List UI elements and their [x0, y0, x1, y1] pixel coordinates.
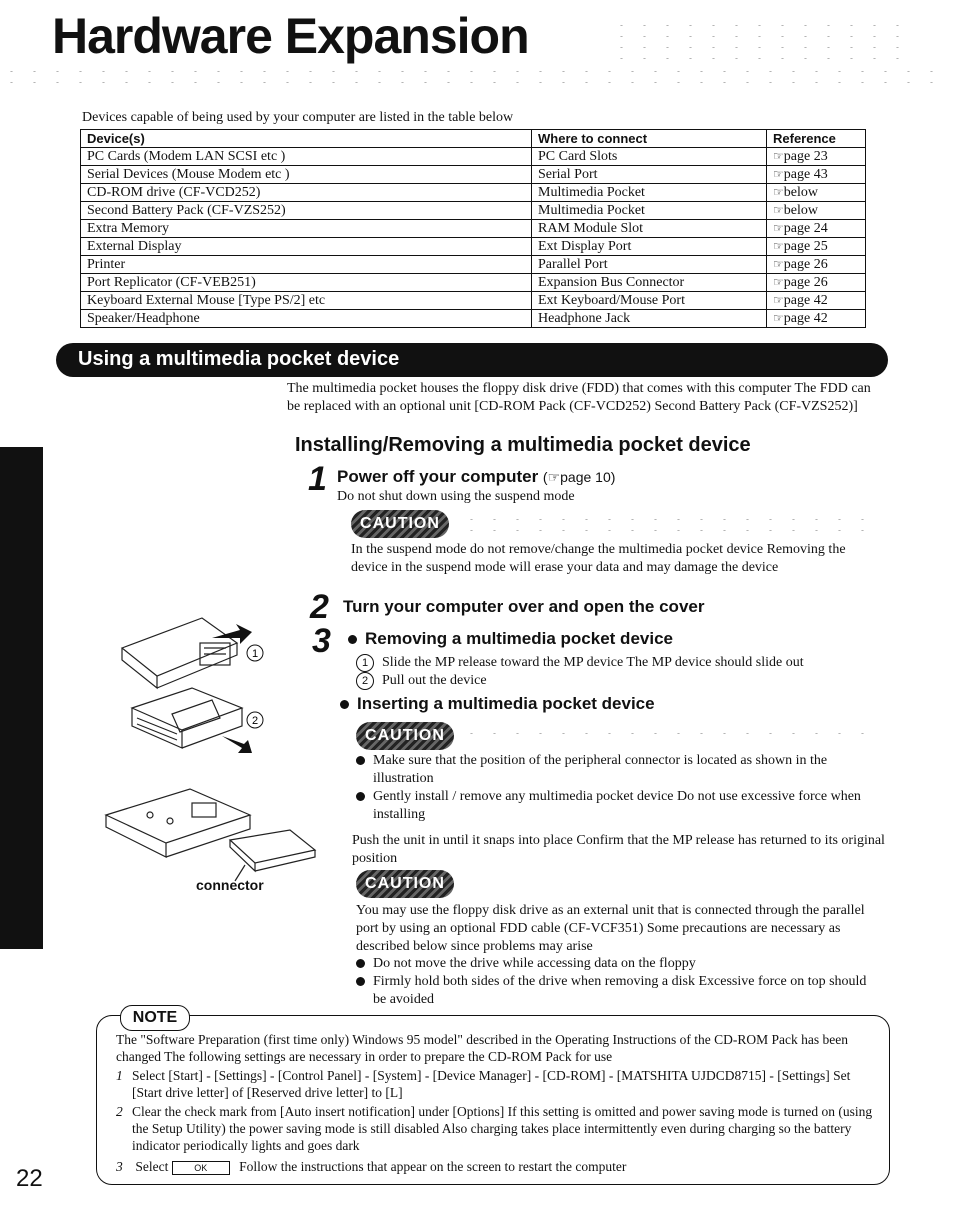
page-title: Hardware Expansion: [52, 8, 529, 64]
bullet: [356, 792, 365, 801]
device-cell: Printer: [81, 256, 532, 274]
illustration-connector: [100, 785, 320, 885]
reference-pointer-icon: ☞: [773, 275, 784, 289]
scan-noise: [610, 20, 900, 60]
where-cell: Ext Display Port: [532, 238, 767, 256]
reference-text: page 24: [783, 221, 828, 236]
ok-key: OK: [172, 1161, 230, 1175]
device-cell: Keyboard External Mouse [Type PS/2] etc: [81, 292, 532, 310]
removing-step-2: [356, 672, 487, 690]
reference-text: below: [783, 185, 818, 200]
scan-noise: [0, 66, 940, 88]
scan-noise: [460, 728, 880, 742]
caution-bullet-text: Do not move the drive while accessing data on the floppy: [373, 956, 696, 971]
reference-pointer-icon: ☞: [773, 293, 784, 307]
caution-bullet: [356, 752, 886, 788]
table-row: [81, 202, 866, 220]
caution-badge: CAUTION: [351, 510, 449, 538]
where-cell: Serial Port: [532, 166, 767, 184]
column-header-reference: Reference: [767, 130, 866, 148]
step-text: Do not shut down using the suspend mode: [337, 489, 575, 504]
reference-cell: [767, 220, 866, 238]
reference-pointer-icon: ☞: [773, 239, 784, 253]
step-title: [337, 467, 615, 487]
step-title-text: Power off your computer: [337, 467, 539, 486]
caution-bullet: [356, 788, 886, 824]
bullet: [356, 977, 365, 986]
caution-bullet-text: Gently install / remove any multimedia pocket device Do not use excessive force when installing: [373, 789, 861, 822]
scan-noise: [460, 514, 880, 532]
section-banner: [56, 343, 888, 377]
reference-cell: [767, 148, 866, 166]
note-item-text: Follow the instructions that appear on the screen to restart the computer: [239, 1159, 627, 1174]
column-header-where: Where to connect: [532, 130, 767, 148]
reference-cell: [767, 310, 866, 328]
reference-pointer-icon: ☞: [773, 167, 784, 181]
section-intro: The multimedia pocket houses the floppy disk drive (FDD) that comes with this computer The FDD can be replaced with an optional unit [CD-ROM Pack (CF-VCD252) Second Battery Pack (CF-VZS252)]: [287, 381, 871, 414]
where-cell: Expansion Bus Connector: [532, 274, 767, 292]
reference-text: page 25: [783, 239, 828, 254]
where-cell: Multimedia Pocket: [532, 184, 767, 202]
caution-bullet: [356, 973, 878, 1009]
where-cell: Parallel Port: [532, 256, 767, 274]
device-cell: Extra Memory: [81, 220, 532, 238]
caution-text: In the suspend mode do not remove/change the multimedia pocket device Removing the device in the suspend mode will erase your data and may damage the device: [351, 542, 846, 575]
device-cell: PC Cards (Modem LAN SCSI etc ): [81, 148, 532, 166]
bullet: [356, 756, 365, 765]
reference-cell: [767, 292, 866, 310]
reference-pointer-icon: ☞: [773, 257, 784, 271]
reference-cell: [767, 256, 866, 274]
reference-text: page 42: [783, 311, 828, 326]
note-item-number: 3: [116, 1159, 123, 1174]
table-row: [81, 274, 866, 292]
reference-cell: [767, 166, 866, 184]
note-label: NOTE: [120, 1005, 190, 1031]
device-table-body: [81, 148, 866, 328]
section-banner-title: Using a multimedia pocket device: [78, 348, 400, 370]
device-cell: Speaker/Headphone: [81, 310, 532, 328]
table-row: [81, 292, 866, 310]
reference-cell: [767, 238, 866, 256]
step-number: 2: [310, 588, 329, 626]
reference-text: below: [783, 203, 818, 218]
inserting-title: [340, 694, 655, 714]
device-cell: Second Battery Pack (CF-VZS252): [81, 202, 532, 220]
note-item-2: [116, 1103, 876, 1154]
page-reference: (☞page 10): [542, 469, 616, 485]
callout-2-label: 2: [251, 715, 259, 727]
reference-cell: [767, 184, 866, 202]
where-cell: PC Card Slots: [532, 148, 767, 166]
reference-pointer-icon: ☞: [773, 149, 784, 163]
side-tab: [0, 447, 43, 949]
reference-cell: [767, 274, 866, 292]
caution-bullet: [356, 955, 878, 973]
step-number: 1: [308, 460, 327, 498]
removing-step-text: Slide the MP release toward the MP device The MP device should slide out: [382, 655, 804, 670]
table-intro: Devices capable of being used by your computer are listed in the table below: [82, 110, 514, 125]
table-header-row: [81, 130, 866, 148]
table-row: [81, 166, 866, 184]
reference-pointer-icon: ☞: [773, 221, 784, 235]
reference-pointer-icon: ☞: [773, 185, 784, 199]
insert-text: Push the unit in until it snaps into place Confirm that the MP release has returned to its original position: [352, 833, 885, 866]
where-cell: RAM Module Slot: [532, 220, 767, 238]
callout-number: 1: [356, 654, 374, 672]
note-item-text: Clear the check mark from [Auto insert notification] under [Options] If this setting is omitted and power saving mode is turned on (using the Setup Utility) the power saving mode is still disabled Also charging takes place intermittently even during charging so the battery indicator periodically lights and goes dark: [132, 1104, 873, 1153]
step-number: 3: [312, 622, 331, 660]
reference-cell: [767, 202, 866, 220]
where-cell: Multimedia Pocket: [532, 202, 767, 220]
column-header-device: Device(s): [81, 130, 532, 148]
table-row: [81, 238, 866, 256]
table-row: [81, 256, 866, 274]
bullet: [340, 700, 349, 709]
reference-text: page 23: [783, 149, 828, 164]
subheading: Installing/Removing a multimedia pocket device: [295, 434, 751, 456]
reference-pointer-icon: ☞: [773, 311, 784, 325]
note-item-1: [116, 1067, 876, 1101]
reference-text: page 26: [783, 275, 828, 290]
note-item-number: 2: [116, 1104, 123, 1119]
callout-1-label: 1: [251, 648, 259, 660]
device-cell: Port Replicator (CF-VEB251): [81, 274, 532, 292]
where-cell: Headphone Jack: [532, 310, 767, 328]
reference-text: page 26: [783, 257, 828, 272]
reference-text: page 43: [783, 167, 828, 182]
caution-badge: CAUTION: [356, 722, 454, 750]
table-row: [81, 220, 866, 238]
note-item-number: 1: [116, 1068, 123, 1083]
connector-label: connector: [196, 877, 264, 893]
note-intro: The "Software Preparation (first time only) Windows 95 model" described in the Operating Instructions of the CD-ROM Pack has been changed The following settings are necessary in order to prepare the CD-ROM Pack for use: [116, 1032, 848, 1064]
page-number: 22: [16, 1165, 43, 1192]
removing-step-1: [356, 654, 804, 672]
caution-bullet-text: Firmly hold both sides of the drive when removing a disk Excessive force on top should be avoided: [373, 974, 867, 1007]
device-table: [80, 129, 866, 328]
note-item-3: [116, 1158, 876, 1175]
illustration-removing: [112, 608, 282, 768]
device-cell: Serial Devices (Mouse Modem etc ): [81, 166, 532, 184]
device-cell: External Display: [81, 238, 532, 256]
step-title: Turn your computer over and open the cover: [343, 597, 705, 616]
table-row: [81, 148, 866, 166]
step-subtitle: [348, 629, 673, 649]
reference-text: page 42: [783, 293, 828, 308]
note-item-text: Select [Start] - [Settings] - [Control Panel] - [System] - [Device Manager] - [CD-ROM] - [MATSHITA UJDCD8715] - [Settings] Set [Start drive letter] of [Reserved drive letter] to [L]: [132, 1068, 851, 1100]
caution-bullet-text: Make sure that the position of the peripheral connector is located as shown in the illustration: [373, 753, 828, 786]
caution-badge: CAUTION: [356, 870, 454, 898]
callout-number: 2: [356, 672, 374, 690]
reference-pointer-icon: ☞: [773, 203, 784, 217]
table-row: [81, 310, 866, 328]
inserting-title-text: Inserting a multimedia pocket device: [357, 694, 655, 713]
bullet: [348, 635, 357, 644]
removing-title: Removing a multimedia pocket device: [365, 629, 673, 648]
device-cell: CD-ROM drive (CF-VCD252): [81, 184, 532, 202]
removing-step-text: Pull out the device: [382, 673, 487, 688]
caution-text: You may use the floppy disk drive as an external unit that is connected through the parallel port by using an optional FDD cable (CF-VCF351) Some precautions are necessary as described below since problems may arise: [356, 903, 865, 954]
note-item-text: Select: [135, 1159, 169, 1174]
bullet: [356, 959, 365, 968]
where-cell: Ext Keyboard/Mouse Port: [532, 292, 767, 310]
table-row: [81, 184, 866, 202]
